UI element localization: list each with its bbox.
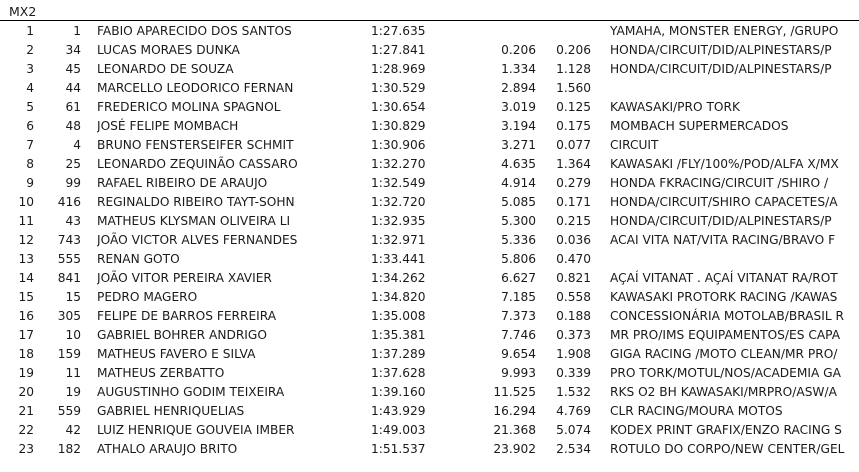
table-row <box>0 269 859 288</box>
lap-time-cell: 1:35.381 <box>371 328 426 342</box>
rider-name-cell: JOÃO VITOR PEREIRA XAVIER <box>97 271 272 285</box>
team-cell: KAWASAKI PROTORK RACING /KAWAS <box>610 290 838 304</box>
rider-name-cell: MATHEUS ZERBATTO <box>97 366 225 380</box>
rider-name-cell: JOSÉ FELIPE MOMBACH <box>97 119 239 133</box>
position-cell: 6 <box>26 119 34 133</box>
gap-to-leader-cell: 5.085 <box>501 195 536 209</box>
table-row <box>0 98 859 117</box>
team-cell: HONDA/CIRCUIT/DID/ALPINESTARS/P <box>610 214 832 228</box>
gap-to-previous-cell: 0.215 <box>556 214 591 228</box>
team-cell: HONDA/CIRCUIT/DID/ALPINESTARS/P <box>610 62 832 76</box>
lap-time-cell: 1:37.289 <box>371 347 426 361</box>
position-cell: 7 <box>26 138 34 152</box>
position-cell: 1 <box>26 24 34 38</box>
header-divider <box>0 20 859 21</box>
table-row <box>0 41 859 60</box>
team-cell <box>610 250 859 269</box>
lap-time-cell: 1:39.160 <box>371 385 426 399</box>
position-cell: 21 <box>18 404 34 418</box>
gap-to-leader-cell: 4.914 <box>501 176 536 190</box>
gap-to-leader-cell: 5.300 <box>501 214 536 228</box>
table-row <box>0 231 859 250</box>
table-row <box>0 79 859 98</box>
position-cell: 8 <box>26 157 34 171</box>
rider-name-cell: LUIZ HENRIQUE GOUVEIA IMBER <box>97 423 295 437</box>
position-cell: 5 <box>26 100 34 114</box>
table-row <box>0 383 859 402</box>
rider-number-cell: 305 <box>57 309 81 323</box>
gap-to-previous-cell: 1.560 <box>556 81 591 95</box>
table-row <box>0 364 859 383</box>
rider-number-cell: 42 <box>65 423 81 437</box>
rider-name-cell: GABRIEL HENRIQUELIAS <box>97 404 245 418</box>
position-cell: 10 <box>18 195 34 209</box>
gap-to-leader-cell: 7.746 <box>501 328 536 342</box>
gap-to-leader-cell <box>462 22 536 41</box>
position-cell: 19 <box>18 366 34 380</box>
rider-number-cell: 99 <box>65 176 81 190</box>
team-cell: GIGA RACING /MOTO CLEAN/MR PRO/ <box>610 347 838 361</box>
team-cell: ACAI VITA NAT/VITA RACING/BRAVO F <box>610 233 836 247</box>
table-row <box>0 60 859 79</box>
rider-name-cell: FABIO APARECIDO DOS SANTOS <box>97 24 292 38</box>
gap-to-leader-cell: 3.271 <box>501 138 536 152</box>
gap-to-previous-cell: 1.908 <box>556 347 591 361</box>
lap-time-cell: 1:30.654 <box>371 100 426 114</box>
gap-to-leader-cell: 23.902 <box>493 442 536 456</box>
rider-number-cell: 11 <box>65 366 81 380</box>
rider-name-cell: GABRIEL BOHRER ANDRIGO <box>97 328 267 342</box>
team-cell: KODEX PRINT GRAFIX/ENZO RACING S <box>610 423 842 437</box>
position-cell: 4 <box>26 81 34 95</box>
position-cell: 2 <box>26 43 34 57</box>
gap-to-leader-cell: 1.334 <box>501 62 536 76</box>
gap-to-previous-cell: 0.125 <box>556 100 591 114</box>
gap-to-leader-cell: 16.294 <box>493 404 536 418</box>
team-cell: RKS O2 BH KAWASAKI/MRPRO/ASW/A <box>610 385 837 399</box>
position-cell: 12 <box>18 233 34 247</box>
rider-name-cell: AUGUSTINHO GODIM TEIXEIRA <box>97 385 285 399</box>
rider-name-cell: LEONARDO DE SOUZA <box>97 62 234 76</box>
rider-number-cell: 15 <box>65 290 81 304</box>
gap-to-previous-cell: 2.534 <box>556 442 591 456</box>
rider-name-cell: REGINALDO RIBEIRO TAYT-SOHN <box>97 195 295 209</box>
rider-number-cell: 45 <box>65 62 81 76</box>
rider-number-cell: 559 <box>57 404 81 418</box>
gap-to-previous-cell: 0.188 <box>556 309 591 323</box>
rider-number-cell: 416 <box>57 195 81 209</box>
rider-number-cell: 159 <box>57 347 81 361</box>
table-row <box>0 345 859 364</box>
rider-number-cell: 4 <box>73 138 81 152</box>
rider-number-cell: 48 <box>65 119 81 133</box>
team-cell: MR PRO/IMS EQUIPAMENTOS/ES CAPA <box>610 328 841 342</box>
lap-time-cell: 1:28.969 <box>371 62 426 76</box>
table-row <box>0 174 859 193</box>
rider-name-cell: MATHEUS KLYSMAN OLIVEIRA LI <box>97 214 291 228</box>
rider-number-cell: 44 <box>65 81 81 95</box>
gap-to-leader-cell: 3.019 <box>501 100 536 114</box>
lap-time-cell: 1:32.971 <box>371 233 426 247</box>
lap-time-cell: 1:34.820 <box>371 290 426 304</box>
gap-to-previous-cell: 4.769 <box>556 404 591 418</box>
rider-number-cell: 43 <box>65 214 81 228</box>
lap-time-cell: 1:32.720 <box>371 195 426 209</box>
table-row <box>0 22 859 41</box>
team-cell: PRO TORK/MOTUL/NOS/ACADEMIA GA <box>610 366 841 380</box>
position-cell: 18 <box>18 347 34 361</box>
lap-time-cell: 1:49.003 <box>371 423 426 437</box>
table-row <box>0 136 859 155</box>
team-cell <box>610 79 859 98</box>
table-row <box>0 288 859 307</box>
lap-time-cell: 1:32.935 <box>371 214 426 228</box>
rider-number-cell: 743 <box>57 233 81 247</box>
rider-name-cell: ATHALO ARAUJO BRITO <box>97 442 238 456</box>
table-row <box>0 117 859 136</box>
gap-to-leader-cell: 21.368 <box>493 423 536 437</box>
team-cell: AÇAÍ VITANAT . AÇAÍ VITANAT RA/ROT <box>610 271 838 285</box>
rider-name-cell: PEDRO MAGERO <box>97 290 198 304</box>
rider-name-cell: FELIPE DE BARROS FERREIRA <box>97 309 277 323</box>
team-cell: HONDA FKRACING/CIRCUIT /SHIRO / <box>610 176 829 190</box>
gap-to-leader-cell: 4.635 <box>501 157 536 171</box>
lap-time-cell: 1:33.441 <box>371 252 426 266</box>
rider-number-cell: 10 <box>65 328 81 342</box>
position-cell: 3 <box>26 62 34 76</box>
rider-number-cell: 25 <box>65 157 81 171</box>
position-cell: 22 <box>18 423 34 437</box>
lap-time-cell: 1:30.529 <box>371 81 426 95</box>
gap-to-previous-cell: 0.373 <box>556 328 591 342</box>
gap-to-previous-cell: 0.339 <box>556 366 591 380</box>
gap-to-previous-cell: 0.175 <box>556 119 591 133</box>
rider-name-cell: MATHEUS FAVERO E SILVA <box>97 347 256 361</box>
gap-to-leader-cell: 9.993 <box>501 366 536 380</box>
rider-name-cell: MARCELLO LEODORICO FERNAN <box>97 81 294 95</box>
gap-to-previous-cell: 0.206 <box>556 43 591 57</box>
rider-name-cell: BRUNO FENSTERSEIFER SCHMIT <box>97 138 294 152</box>
lap-time-cell: 1:30.829 <box>371 119 426 133</box>
table-row <box>0 212 859 231</box>
gap-to-leader-cell: 3.194 <box>501 119 536 133</box>
table-row <box>0 440 859 459</box>
rider-number-cell: 34 <box>65 43 81 57</box>
lap-time-cell: 1:37.628 <box>371 366 426 380</box>
rider-number-cell: 841 <box>57 271 81 285</box>
table-row <box>0 250 859 269</box>
table-row <box>0 326 859 345</box>
position-cell: 9 <box>26 176 34 190</box>
table-row <box>0 402 859 421</box>
gap-to-previous-cell: 0.558 <box>556 290 591 304</box>
team-cell: HONDA/CIRCUIT/DID/ALPINESTARS/P <box>610 43 832 57</box>
lap-time-cell: 1:32.549 <box>371 176 426 190</box>
gap-to-previous-cell: 0.470 <box>556 252 591 266</box>
position-cell: 14 <box>18 271 34 285</box>
gap-to-leader-cell: 5.806 <box>501 252 536 266</box>
gap-to-previous-cell: 0.077 <box>556 138 591 152</box>
table-row <box>0 193 859 212</box>
gap-to-leader-cell: 9.654 <box>501 347 536 361</box>
gap-to-leader-cell: 11.525 <box>493 385 536 399</box>
gap-to-leader-cell: 0.206 <box>501 43 536 57</box>
team-cell: MOMBACH SUPERMERCADOS <box>610 119 789 133</box>
gap-to-previous-cell: 1.128 <box>556 62 591 76</box>
position-cell: 15 <box>18 290 34 304</box>
rider-number-cell: 555 <box>57 252 81 266</box>
gap-to-leader-cell: 2.894 <box>501 81 536 95</box>
lap-time-cell: 1:51.537 <box>371 442 426 456</box>
rider-number-cell: 19 <box>65 385 81 399</box>
gap-to-previous-cell: 0.036 <box>556 233 591 247</box>
position-cell: 20 <box>18 385 34 399</box>
table-row <box>0 421 859 440</box>
lap-time-cell: 1:43.929 <box>371 404 426 418</box>
team-cell: KAWASAKI/PRO TORK <box>610 100 740 114</box>
position-cell: 16 <box>18 309 34 323</box>
gap-to-leader-cell: 5.336 <box>501 233 536 247</box>
table-row <box>0 307 859 326</box>
rider-name-cell: JOÃO VICTOR ALVES FERNANDES <box>97 233 298 247</box>
results-table <box>0 22 859 459</box>
gap-to-previous-cell <box>540 22 591 41</box>
rider-name-cell: RENAN GOTO <box>97 252 180 266</box>
lap-time-cell: 1:30.906 <box>371 138 426 152</box>
rider-name-cell: FREDERICO MOLINA SPAGNOL <box>97 100 281 114</box>
rider-name-cell: LEONARDO ZEQUINÃO CASSARO <box>97 157 298 171</box>
gap-to-leader-cell: 7.373 <box>501 309 536 323</box>
rider-name-cell: LUCAS MORAES DUNKA <box>97 43 240 57</box>
team-cell: CONCESSIONÁRIA MOTOLAB/BRASIL R <box>610 309 844 323</box>
team-cell: YAMAHA, MONSTER ENERGY, /GRUPO <box>610 24 839 38</box>
gap-to-previous-cell: 0.279 <box>556 176 591 190</box>
team-cell: KAWASAKI /FLY/100%/POD/ALFA X/MX <box>610 157 839 171</box>
rider-number-cell: 182 <box>57 442 81 456</box>
table-row <box>0 155 859 174</box>
category-title: MX2 <box>9 4 37 19</box>
position-cell: 13 <box>18 252 34 266</box>
rider-number-cell: 61 <box>65 100 81 114</box>
team-cell: CIRCUIT <box>610 138 659 152</box>
lap-time-cell: 1:27.635 <box>371 24 426 38</box>
gap-to-leader-cell: 6.627 <box>501 271 536 285</box>
team-cell: CLR RACING/MOURA MOTOS <box>610 404 783 418</box>
lap-time-cell: 1:32.270 <box>371 157 426 171</box>
rider-name-cell: RAFAEL RIBEIRO DE ARAUJO <box>97 176 268 190</box>
position-cell: 17 <box>18 328 34 342</box>
gap-to-previous-cell: 1.364 <box>556 157 591 171</box>
gap-to-previous-cell: 0.821 <box>556 271 591 285</box>
lap-time-cell: 1:27.841 <box>371 43 426 57</box>
gap-to-previous-cell: 5.074 <box>556 423 591 437</box>
rider-number-cell: 1 <box>73 24 81 38</box>
position-cell: 11 <box>18 214 34 228</box>
lap-time-cell: 1:35.008 <box>371 309 426 323</box>
gap-to-leader-cell: 7.185 <box>501 290 536 304</box>
gap-to-previous-cell: 0.171 <box>556 195 591 209</box>
gap-to-previous-cell: 1.532 <box>556 385 591 399</box>
team-cell: ROTULO DO CORPO/NEW CENTER/GEL <box>610 442 845 456</box>
team-cell: HONDA/CIRCUIT/SHIRO CAPACETES/A <box>610 195 838 209</box>
lap-time-cell: 1:34.262 <box>371 271 426 285</box>
position-cell: 23 <box>18 442 34 456</box>
